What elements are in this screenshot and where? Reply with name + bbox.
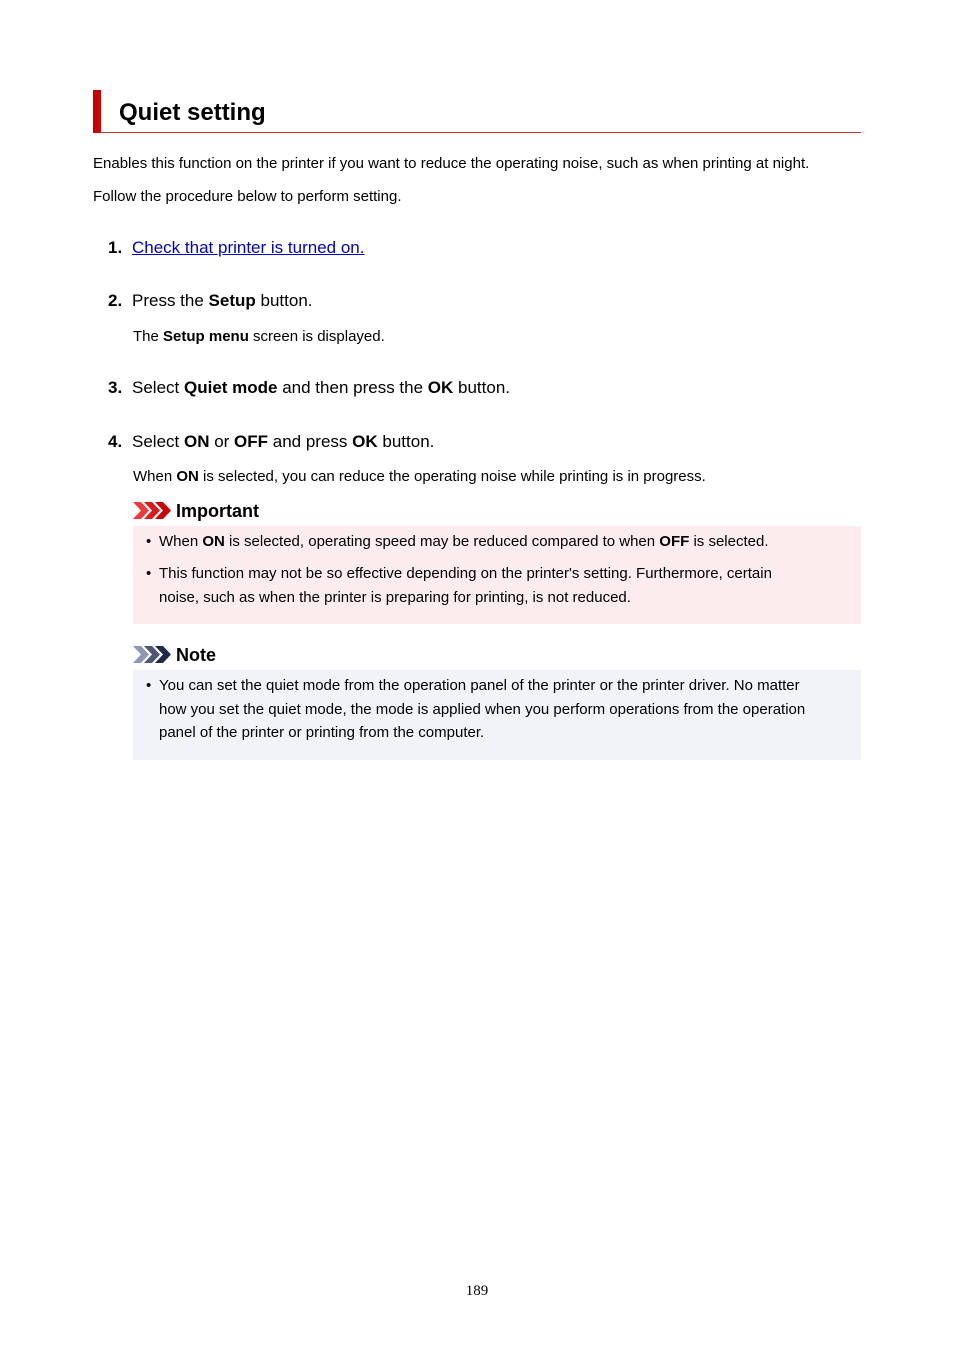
step-2-detail — [133, 328, 385, 346]
step-bold-term: Quiet mode — [183, 378, 278, 397]
important-label: Important — [176, 501, 259, 521]
item-line: noise, such as when the printer is preparing for printing, is not reduced. — [159, 588, 631, 606]
check-printer-on-link[interactable]: Check that printer is turned on. — [132, 238, 365, 257]
note-item — [146, 674, 806, 745]
item-line: This function may not be so effective depending on the printer's setting. Furthermore, certain — [159, 565, 772, 582]
page-title — [93, 90, 861, 133]
detail-bold-term: Setup menu — [163, 328, 249, 345]
page-number: 189 — [465, 1283, 489, 1299]
step-4 — [108, 432, 434, 452]
step-text: and press — [268, 432, 353, 451]
item-text: is selected. — [689, 533, 769, 550]
item-line: You can set the quiet mode from the operation panel of the printer or the printer driver. No matter — [159, 677, 800, 694]
step-text: button. — [255, 291, 313, 310]
step-number: 1. — [108, 238, 123, 257]
detail-bold-term: ON — [176, 468, 199, 485]
important-box — [133, 526, 861, 624]
item-line: panel of the printer or printing from the computer. — [159, 724, 485, 741]
intro-paragraph: Follow the procedure below to perform setting. — [93, 188, 402, 205]
item-bold-term: OFF — [659, 533, 690, 550]
title-accent-bar — [93, 90, 101, 133]
step-2 — [108, 291, 313, 311]
step-bold-term: ON — [183, 432, 210, 451]
step-bold-term: OFF — [234, 432, 269, 451]
bullet: • — [146, 533, 152, 550]
navy-chevrons-icon — [133, 646, 173, 663]
step-text: and then press the — [277, 378, 428, 397]
step-text: button. — [453, 378, 510, 397]
item-bold-term: ON — [202, 533, 225, 550]
intro-paragraph: Enables this function on the printer if you want to reduce the operating noise, such as when printing at night. — [93, 155, 810, 172]
item-text: is selected, operating speed may be reduced compared to when — [224, 533, 660, 550]
red-chevrons-icon — [133, 502, 173, 519]
detail-text: When — [133, 468, 177, 485]
bullet: • — [146, 677, 152, 694]
step-text: button. — [377, 432, 435, 451]
step-text: or — [209, 432, 235, 451]
step-text: Press the — [132, 291, 209, 310]
item-line: how you set the quiet mode, the mode is applied when you perform operations from the operation — [159, 700, 806, 718]
note-box — [133, 670, 861, 760]
step-bold-term: OK — [427, 378, 454, 397]
detail-text: is selected, you can reduce the operating noise while printing is in progress. — [198, 468, 706, 485]
step-3 — [108, 378, 510, 398]
page-title-text: Quiet setting — [119, 99, 266, 126]
detail-text: screen is displayed. — [248, 328, 385, 345]
detail-text: The — [133, 328, 164, 345]
step-text: Select — [132, 378, 184, 397]
step-text: Select — [132, 432, 184, 451]
note-label: Note — [176, 645, 216, 665]
step-1 — [108, 238, 364, 258]
item-text: When — [159, 533, 203, 550]
step-number: 3. — [108, 378, 123, 397]
important-item — [146, 562, 772, 609]
step-number: 4. — [108, 432, 123, 451]
step-4-detail — [133, 468, 706, 486]
step-number: 2. — [108, 291, 123, 310]
important-item — [146, 530, 769, 554]
bullet: • — [146, 565, 152, 582]
step-bold-term: Setup — [208, 291, 256, 310]
step-bold-term: OK — [352, 432, 378, 451]
